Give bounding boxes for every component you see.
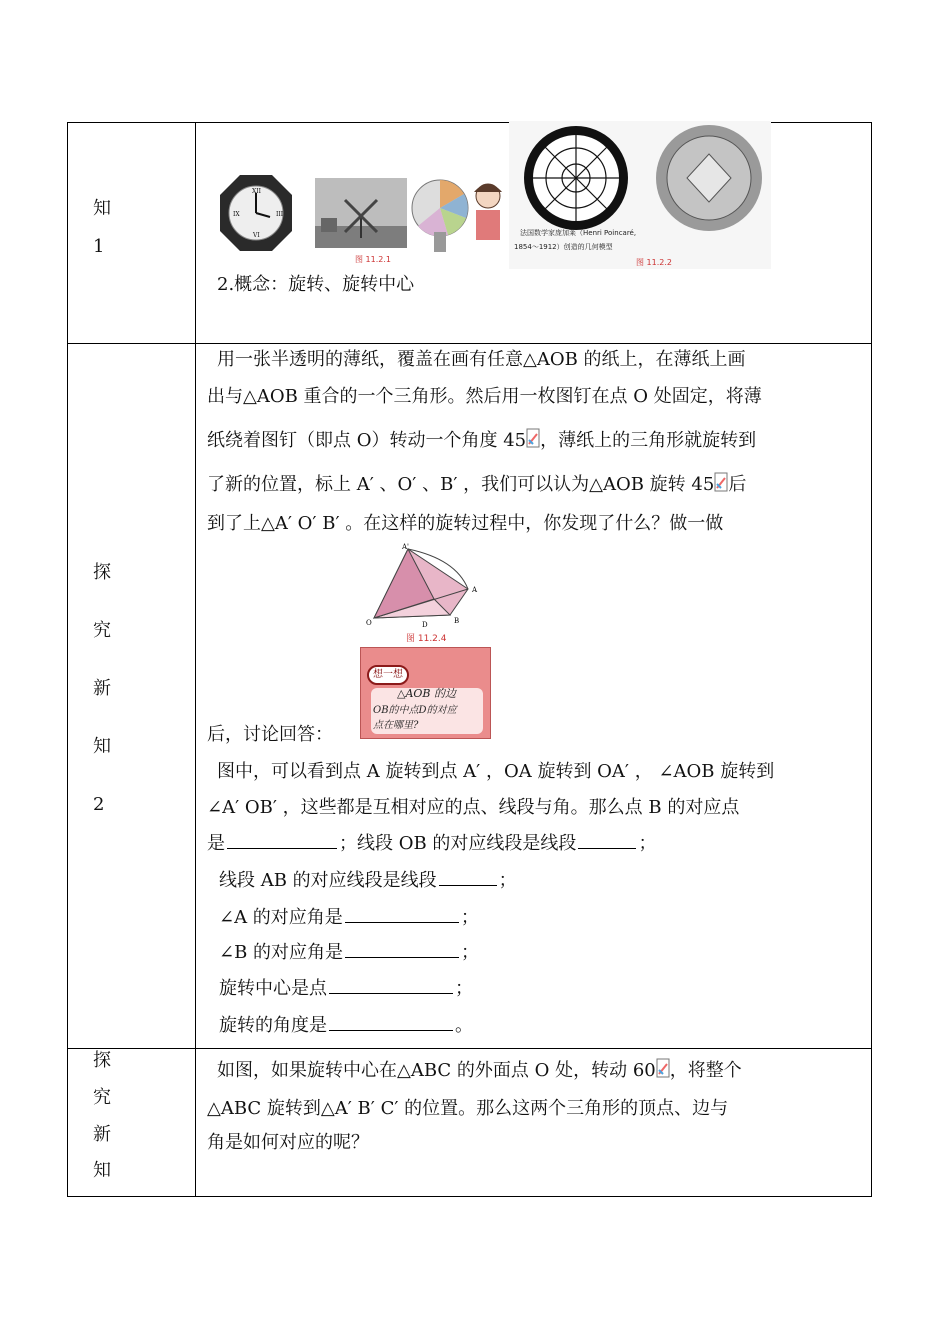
blank-angle-a[interactable] <box>345 922 459 923</box>
label-a-prime: A' <box>402 543 409 551</box>
windmill-image <box>315 178 407 248</box>
blank-ob-segment[interactable] <box>578 848 636 849</box>
answer-line-4 <box>219 866 517 892</box>
degree-image-icon <box>656 1058 670 1078</box>
clock-image <box>218 173 294 253</box>
blank-b-point[interactable] <box>227 848 337 849</box>
answer-line-6 <box>219 938 479 964</box>
poincare-caption-line2: 1854～1912）创造的几何模型 <box>514 243 613 251</box>
row3-label-4: 知 <box>93 1160 111 1181</box>
row2-label-3: 新 <box>93 678 111 699</box>
row1-label-1: 知 <box>93 198 111 219</box>
rotation-figure-11-2-4 <box>364 543 488 639</box>
figure-11-2-1-caption: 图 11.2.1 <box>355 255 391 264</box>
row2-label-2: 究 <box>93 620 111 641</box>
paragraph-line-4 <box>207 470 746 496</box>
table-left-border <box>67 122 68 1197</box>
table-right-border <box>871 122 872 1197</box>
blank-angle-b[interactable] <box>345 957 459 958</box>
row2-label-4: 知 <box>93 736 111 757</box>
label-b: B <box>454 617 460 625</box>
paragraph-line-3b: ，薄纸上的三角形就旋转到 <box>540 430 757 451</box>
row3-line-1a: 如图，如果旋转中心在△ABC 的外面点 O 处，转动 60 <box>217 1060 656 1081</box>
row-divider-2 <box>67 1048 872 1049</box>
think-label: 想一想 <box>367 665 409 685</box>
row2-label-5: 2 <box>93 794 105 815</box>
answer-line-3b: ；线段 OB 的对应线段是线段 <box>339 833 577 854</box>
think-line-1: △AOB 的边 <box>397 687 457 700</box>
answer-line-2: ∠A′ OB′ ，这些都是互相对应的点、线段与角。那么点 B 的对应点 <box>207 797 740 818</box>
color-wheel-girl-image <box>408 172 508 258</box>
answer-line-1: 图中，可以看到点 A 旋转到点 A′ ，OA 旋转到 OA′ ， ∠AOB 旋转到 <box>217 761 775 782</box>
label-a: A <box>472 586 478 594</box>
paragraph-line-3 <box>207 426 756 452</box>
paragraph-line-4a: 了新的位置，标上 A′ 、O′ 、B′ ，我们可以认为△AOB 旋转 45 <box>207 474 715 495</box>
think-line-2: OB的中点D的对应 <box>373 705 457 716</box>
answer-line-3a: 是 <box>207 833 225 854</box>
concept-line: 2.概念：旋转、旋转中心 <box>217 274 415 295</box>
answer-line-3 <box>207 829 656 855</box>
answer-line-5 <box>219 903 479 929</box>
table-bottom-border <box>67 1196 872 1197</box>
answer-line-7 <box>219 974 473 1000</box>
blank-rotation-center[interactable] <box>329 993 453 994</box>
table-column-divider <box>195 122 196 1197</box>
svg-text:XII: XII <box>252 188 262 195</box>
degree-image-icon <box>714 472 728 492</box>
svg-text:III: III <box>276 211 284 218</box>
row3-line-1b: ，将整个 <box>669 1060 742 1081</box>
answer-line-8 <box>219 1011 473 1037</box>
row3-line-2: △ABC 旋转到△A′ B′ C′ 的位置。那么这两个三角形的顶点、边与 <box>207 1098 729 1119</box>
paragraph-line-1: 用一张半透明的薄纸，覆盖在画有任意△AOB 的纸上，在薄纸上画 <box>217 349 746 370</box>
answer-line-3c: ； <box>638 833 657 854</box>
answer-line-6b: ； <box>461 942 480 963</box>
paragraph-line-2: 出与△AOB 重合的一个三角形。然后用一枚图钉在点 O 处固定，将薄 <box>207 386 762 407</box>
label-d: D <box>422 621 428 629</box>
answer-line-5a: ∠A 的对应角是 <box>219 907 343 928</box>
label-o: O <box>366 619 372 627</box>
answer-line-6a: ∠B 的对应角是 <box>219 942 344 963</box>
row3-label-3: 新 <box>93 1124 111 1145</box>
svg-text:IX: IX <box>233 211 240 218</box>
figure-11-2-4-caption: 图 11.2.4 <box>406 634 447 644</box>
row3-line-1 <box>217 1056 742 1082</box>
blank-rotation-angle[interactable] <box>329 1030 453 1031</box>
discuss-line: 后，讨论回答： <box>207 724 333 745</box>
paragraph-line-3a: 纸绕着图钉（即点 O）转动一个角度 45 <box>207 430 527 451</box>
row2-label-1: 探 <box>93 562 111 583</box>
row3-label-1: 探 <box>93 1050 111 1071</box>
answer-line-5b: ； <box>460 907 479 928</box>
answer-line-8a: 旋转的角度是 <box>219 1015 327 1036</box>
svg-text:VI: VI <box>253 232 260 239</box>
degree-image-icon <box>526 428 540 448</box>
row1-label-2: 1 <box>93 236 105 257</box>
answer-line-8b: 。 <box>455 1015 473 1036</box>
answer-line-4a: 线段 AB 的对应线段是线段 <box>219 870 437 891</box>
answer-line-4b: ； <box>498 870 517 891</box>
paragraph-line-5: 到了上△A′ O′ B′ 。在这样的旋转过程中，你发现了什么？做一做 <box>207 513 724 534</box>
row3-line-3: 角是如何对应的呢？ <box>207 1132 369 1153</box>
blank-ab-segment[interactable] <box>439 885 497 886</box>
poincare-caption-line1: 法国数学家庞加莱（Henri Poincaré, <box>520 229 637 237</box>
think-line-3: 点在哪里? <box>373 720 419 731</box>
answer-line-7a: 旋转中心是点 <box>219 978 327 999</box>
row-divider-1 <box>67 343 872 344</box>
answer-line-7b: ； <box>455 978 473 999</box>
paragraph-line-4b: 后 <box>728 474 747 495</box>
figure-11-2-2-caption: 图 11.2.2 <box>636 258 672 267</box>
row3-label-2: 究 <box>93 1087 111 1108</box>
think-box <box>360 647 491 739</box>
